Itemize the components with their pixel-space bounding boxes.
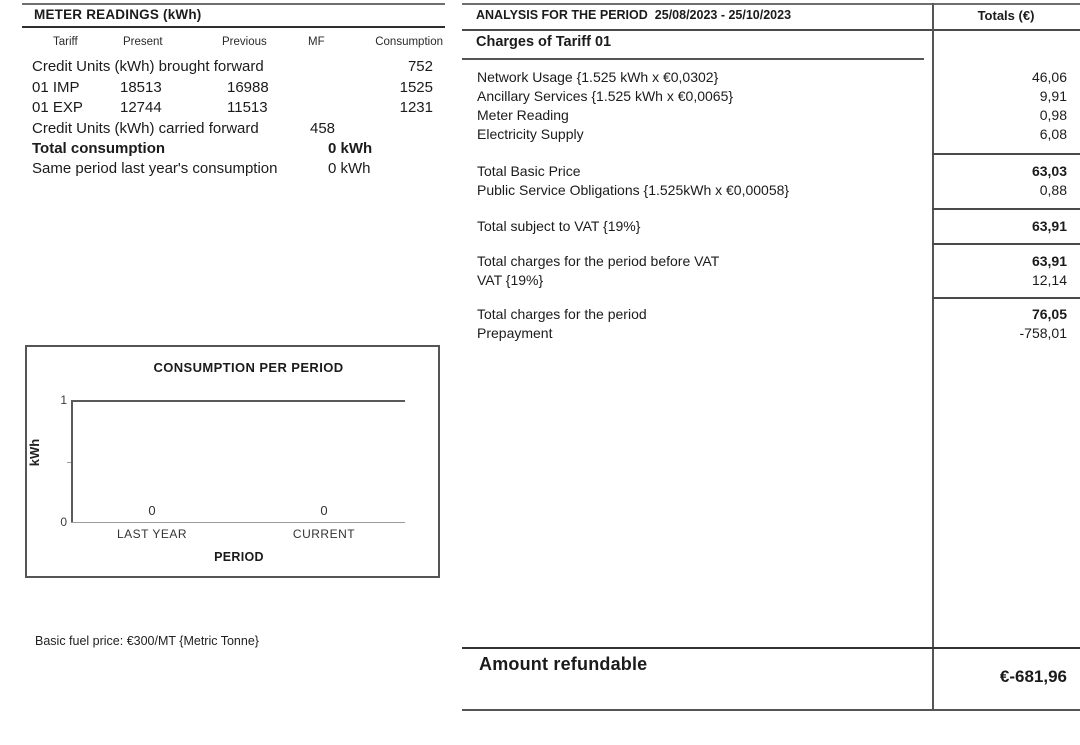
meter-title-rule	[22, 26, 445, 28]
row-value: 0 kWh	[328, 160, 371, 177]
charge-row-total-basic-price	[462, 163, 1080, 182]
row-previous: 11513	[227, 99, 268, 116]
consumption-chart	[25, 345, 440, 578]
charge-label: Total charges for the period	[477, 306, 647, 322]
fuel-price-footnote: Basic fuel price: €300/MT {Metric Tonne}	[35, 634, 259, 648]
meter-top-rule	[22, 3, 445, 5]
row-label: Credit Units (kWh) brought forward	[32, 58, 264, 75]
column-header-mf: MF	[308, 36, 325, 48]
analysis-period: 25/08/2023 - 25/10/2023	[654, 8, 792, 22]
analysis-section	[462, 0, 1080, 745]
meter-row-carried-forward	[22, 120, 445, 141]
category-label-current: CURRENT	[292, 527, 356, 541]
charge-value: 63,91	[1031, 253, 1067, 269]
charges-section-title: Charges of Tariff 01	[476, 34, 612, 50]
row-label: Credit Units (kWh) carried forward	[32, 119, 259, 137]
row-consumption: 1525	[399, 78, 433, 96]
charge-value: 76,05	[1031, 306, 1067, 322]
column-header-consumption: Consumption	[375, 36, 443, 48]
totals-separator	[932, 208, 1080, 210]
meter-readings-title: METER READINGS (kWh)	[34, 7, 202, 22]
row-present: 12744	[120, 99, 162, 116]
charge-value: 12,14	[1031, 272, 1067, 288]
y-axis-minor-tick	[67, 462, 71, 463]
column-header-present: Present	[123, 36, 163, 48]
row-consumption: 1231	[399, 99, 433, 116]
charge-label: VAT {19%}	[477, 272, 544, 288]
meter-row-imp	[22, 79, 445, 100]
totals-column-header: Totals (€)	[977, 8, 1035, 23]
meter-row-last-year	[22, 160, 445, 181]
analysis-header-rule	[462, 29, 1080, 31]
amount-refundable-value: €-681,96	[999, 667, 1067, 686]
charge-value: -758,01	[1019, 325, 1067, 341]
y-axis-line	[71, 400, 73, 523]
totals-separator	[932, 243, 1080, 245]
charge-value: 46,06	[1031, 69, 1067, 85]
amount-refundable-label: Amount refundable	[479, 654, 648, 674]
totals-separator	[932, 153, 1080, 155]
charge-value: 0,98	[1039, 107, 1067, 123]
chart-title: CONSUMPTION PER PERIOD	[153, 360, 344, 375]
column-header-tariff: Tariff	[53, 36, 78, 48]
charge-label: Total charges for the period before VAT	[477, 253, 720, 269]
row-label: Same period last year's consumption	[32, 160, 278, 177]
y-axis-label: kWh	[27, 438, 43, 467]
charge-value: 63,91	[1031, 218, 1067, 234]
charge-row-prepayment	[462, 325, 1080, 344]
charge-row-public-service-obligations	[462, 182, 1080, 201]
charge-value: 0,88	[1039, 182, 1067, 198]
analysis-header	[476, 8, 791, 22]
charge-row-network-usage	[462, 69, 1080, 88]
meter-row-total-consumption	[22, 140, 445, 161]
charge-label: Prepayment	[477, 325, 553, 341]
row-tariff: 01 IMP	[32, 78, 80, 96]
charge-label: Total subject to VAT {19%}	[477, 218, 641, 234]
charge-value: 63,03	[1031, 163, 1067, 179]
column-header-previous: Previous	[222, 36, 267, 48]
charge-row-total-charges	[462, 306, 1080, 325]
row-present: 18513	[120, 78, 162, 96]
row-value: 0 kWh	[328, 140, 373, 157]
amount-refundable-top-rule	[462, 647, 1080, 649]
charge-label: Electricity Supply	[477, 126, 584, 142]
amount-refundable-bottom-rule	[462, 709, 1080, 711]
category-label-last-year: LAST YEAR	[116, 527, 188, 541]
charge-label: Total Basic Price	[477, 163, 581, 179]
meter-row-exp	[22, 99, 445, 120]
charge-row-electricity-supply	[462, 126, 1080, 145]
row-tariff: 01 EXP	[32, 99, 83, 116]
meter-row-brought-forward	[22, 58, 445, 79]
x-axis-label: PERIOD	[214, 550, 264, 564]
meter-column-headers	[22, 36, 445, 50]
charge-value: 6,08	[1039, 126, 1067, 142]
y-axis-tick-0: 0	[60, 515, 67, 529]
charge-label: Public Service Obligations {1.525kWh x €0,00058}	[477, 182, 790, 198]
bar-value-last-year: 0	[148, 503, 156, 518]
x-axis-line	[71, 522, 405, 523]
bar-value-current: 0	[320, 503, 328, 518]
analysis-header-title: ANALYSIS FOR THE PERIOD	[476, 8, 648, 22]
gridline-top	[71, 400, 405, 402]
row-mf-value: 458	[310, 119, 336, 137]
charge-label: Meter Reading	[477, 107, 569, 123]
charge-label: Network Usage {1.525 kWh x €0,0302}	[477, 69, 719, 85]
charge-label: Ancillary Services {1.525 kWh x €0,0065}	[477, 88, 734, 104]
charge-value: 9,91	[1039, 88, 1067, 104]
row-consumption: 752	[407, 58, 433, 75]
charge-row-ancillary-services	[462, 88, 1080, 107]
meter-readings-section	[22, 0, 445, 190]
charges-section-rule	[462, 58, 924, 60]
totals-separator	[932, 297, 1080, 299]
charge-row-total-before-vat	[462, 253, 1080, 272]
y-axis-tick-1: 1	[60, 393, 67, 407]
charge-row-meter-reading	[462, 107, 1080, 126]
charge-row-vat	[462, 272, 1080, 291]
row-label: Total consumption	[32, 140, 166, 157]
row-previous: 16988	[227, 78, 269, 96]
charge-row-total-subject-to-vat	[462, 218, 1080, 237]
analysis-top-rule	[462, 3, 1080, 5]
